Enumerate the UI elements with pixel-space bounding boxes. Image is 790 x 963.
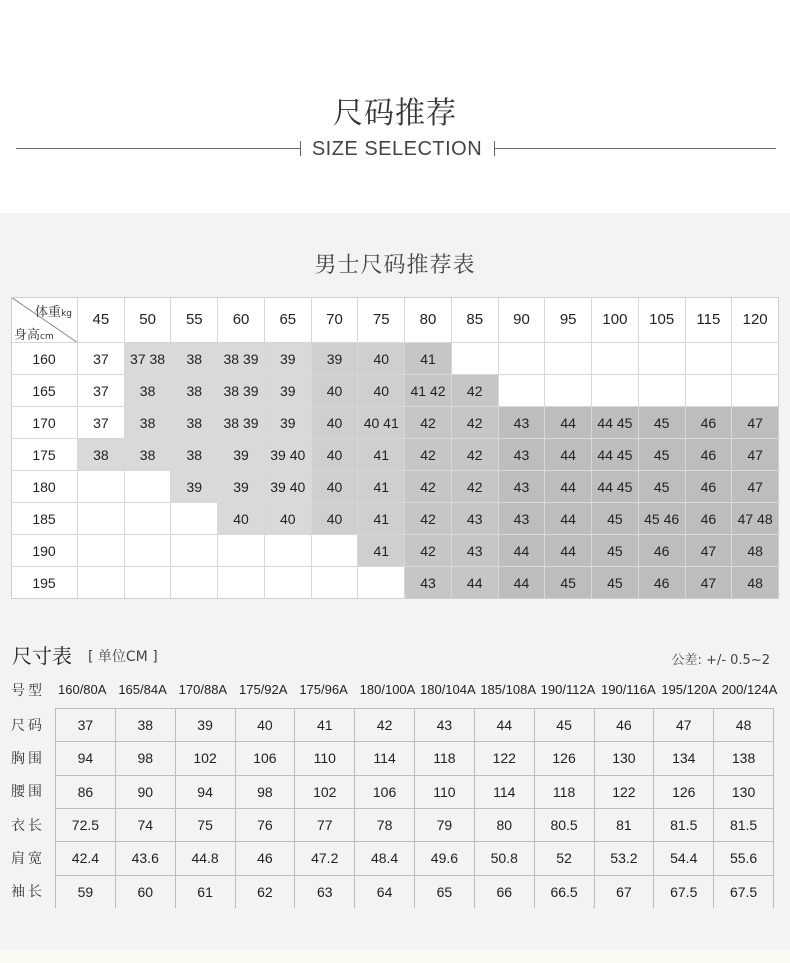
page-subtitle: SIZE SELECTION (311, 138, 483, 160)
weight-header: 120 (732, 297, 779, 343)
size-cell: 81.5 (654, 809, 713, 841)
size-cell: 98 (116, 742, 175, 774)
recommend-cell (218, 535, 265, 567)
recommend-cell: 39 (265, 343, 312, 375)
recommend-cell: 44 (452, 567, 499, 599)
size-cell: 53.2 (595, 842, 654, 874)
recommend-cell: 41 (358, 503, 405, 535)
size-cell: 38 (116, 709, 175, 741)
size-cell: 64 (355, 876, 414, 908)
size-cell: 126 (654, 776, 713, 808)
size-cell: 81.5 (714, 809, 773, 841)
size-cell: 50.8 (475, 842, 534, 874)
size-cell: 77 (295, 809, 354, 841)
recommend-cell: 45 46 (639, 503, 686, 535)
recommend-cell: 38 39 (218, 375, 265, 407)
size-cell: 72.5 (56, 809, 115, 841)
recommend-cell: 42 (405, 503, 452, 535)
recommend-cell: 45 (545, 567, 592, 599)
size-cell: 49.6 (415, 842, 474, 874)
recommend-cell (171, 567, 218, 599)
recommend-cell (125, 567, 172, 599)
recommend-cell: 42 (405, 535, 452, 567)
recommend-cell: 38 (171, 407, 218, 439)
recommend-cell: 40 (265, 503, 312, 535)
size-cell: 75 (176, 809, 235, 841)
recommend-cell: 37 (78, 375, 125, 407)
recommend-cell: 38 (125, 375, 172, 407)
recommend-cell (732, 375, 779, 407)
recommend-cell: 39 (265, 407, 312, 439)
recommend-cell: 46 (639, 567, 686, 599)
height-header: 170 (11, 407, 78, 439)
recommend-cell: 43 (499, 503, 546, 535)
model-label: 175/96A (299, 682, 348, 697)
weight-header: 60 (218, 297, 265, 343)
size-row-label: 肩宽 (11, 850, 45, 867)
recommend-cell: 41 (358, 439, 405, 471)
size-cell: 63 (295, 876, 354, 908)
recommend-cell: 39 (265, 375, 312, 407)
recommend-cell: 38 (171, 375, 218, 407)
recommend-cell: 44 45 (592, 471, 639, 503)
recommend-cell (125, 471, 172, 503)
recommend-cell: 44 (545, 471, 592, 503)
size-cell: 134 (654, 742, 713, 774)
weight-header: 85 (452, 297, 499, 343)
recommend-cell (78, 567, 125, 599)
size-cell: 54.4 (654, 842, 713, 874)
recommend-cell: 37 (78, 407, 125, 439)
recommend-cell: 43 (452, 535, 499, 567)
recommend-cell: 45 (639, 439, 686, 471)
recommend-cell: 40 (218, 503, 265, 535)
size-cell: 55.6 (714, 842, 773, 874)
recommend-cell: 40 (312, 471, 359, 503)
height-header: 190 (11, 535, 78, 567)
size-cell: 126 (535, 742, 594, 774)
size-cell: 79 (415, 809, 474, 841)
recommend-cell: 46 (686, 471, 733, 503)
model-label: 175/92A (239, 682, 288, 697)
weight-header: 90 (499, 297, 546, 343)
recommend-cell (265, 535, 312, 567)
size-cell: 130 (595, 742, 654, 774)
table-col-divider (773, 708, 774, 908)
size-cell: 110 (295, 742, 354, 774)
recommend-cell: 38 (171, 343, 218, 375)
size-cell: 42.4 (56, 842, 115, 874)
recommend-cell (125, 503, 172, 535)
recommend-cell: 41 (405, 343, 452, 375)
size-cell: 118 (535, 776, 594, 808)
size-cell: 106 (355, 776, 414, 808)
recommend-cell: 48 (732, 567, 779, 599)
model-label: 165/84A (118, 682, 167, 697)
recommend-title: 男士尺码推荐表 (314, 253, 476, 278)
recommend-cell (686, 375, 733, 407)
size-cell: 94 (176, 776, 235, 808)
recommend-cell (639, 343, 686, 375)
recommend-cell: 40 (358, 375, 405, 407)
size-cell: 59 (56, 876, 115, 908)
recommend-cell (312, 567, 359, 599)
model-label: 180/104A (420, 682, 476, 697)
divider-left (16, 148, 300, 149)
size-row-label: 尺码 (11, 717, 45, 734)
height-header: 185 (11, 503, 78, 535)
recommend-cell (78, 535, 125, 567)
recommend-cell: 46 (686, 407, 733, 439)
size-cell: 45 (535, 709, 594, 741)
recommend-cell: 42 (452, 439, 499, 471)
size-cell: 98 (236, 776, 295, 808)
size-cell: 66 (475, 876, 534, 908)
size-row-label: 衣长 (11, 817, 45, 834)
model-label: 195/120A (661, 682, 717, 697)
weight-header: 75 (358, 297, 405, 343)
recommend-cell: 39 (218, 471, 265, 503)
model-label: 160/80A (58, 682, 107, 697)
size-cell: 48 (714, 709, 773, 741)
recommend-cell (78, 503, 125, 535)
recommend-cell: 47 (686, 535, 733, 567)
size-cell: 102 (176, 742, 235, 774)
recommend-cell: 47 (732, 407, 779, 439)
size-table (11, 708, 773, 908)
size-cell: 110 (415, 776, 474, 808)
recommend-cell (312, 535, 359, 567)
recommend-cell: 44 (499, 535, 546, 567)
size-cell: 122 (475, 742, 534, 774)
size-cell: 106 (236, 742, 295, 774)
size-cell: 41 (295, 709, 354, 741)
header (0, 0, 790, 213)
recommend-cell: 45 (592, 503, 639, 535)
size-cell: 130 (714, 776, 773, 808)
recommend-cell: 42 (405, 439, 452, 471)
recommend-cell: 37 (78, 343, 125, 375)
recommend-cell: 40 (358, 343, 405, 375)
height-header: 175 (11, 439, 78, 471)
height-axis-label: 身高cm (14, 328, 54, 343)
model-label: 200/124A (721, 682, 778, 697)
size-cell: 81 (595, 809, 654, 841)
recommend-cell: 43 (452, 503, 499, 535)
size-cell: 122 (595, 776, 654, 808)
size-cell: 47.2 (295, 842, 354, 874)
recommend-cell: 38 (125, 439, 172, 471)
recommend-cell: 39 40 (265, 439, 312, 471)
recommend-cell: 41 42 (405, 375, 452, 407)
size-cell: 138 (714, 742, 773, 774)
recommend-cell: 40 (312, 407, 359, 439)
size-cell: 61 (176, 876, 235, 908)
recommend-cell (499, 375, 546, 407)
recommend-cell: 39 40 (265, 471, 312, 503)
size-cell: 60 (116, 876, 175, 908)
recommend-cell (592, 375, 639, 407)
recommend-cell: 46 (639, 535, 686, 567)
recommend-cell: 40 (312, 503, 359, 535)
size-cell: 37 (56, 709, 115, 741)
height-header: 165 (11, 375, 78, 407)
size-cell: 39 (176, 709, 235, 741)
size-cell: 67.5 (654, 876, 713, 908)
height-header: 195 (11, 567, 78, 599)
size-cell: 94 (56, 742, 115, 774)
footer-strip (0, 950, 790, 963)
size-cell: 80.5 (535, 809, 594, 841)
recommend-cell: 39 (312, 343, 359, 375)
weight-header: 45 (78, 297, 125, 343)
model-label: 190/116A (601, 682, 656, 697)
size-cell: 78 (355, 809, 414, 841)
recommend-cell (639, 375, 686, 407)
size-cell: 42 (355, 709, 414, 741)
recommend-cell (218, 567, 265, 599)
recommend-cell: 48 (732, 535, 779, 567)
model-label: 190/112A (540, 682, 596, 697)
recommend-cell: 44 (545, 535, 592, 567)
recommend-cell (125, 535, 172, 567)
recommend-cell: 38 39 (218, 343, 265, 375)
recommend-cell (452, 343, 499, 375)
recommend-cell: 41 (358, 471, 405, 503)
size-row-label: 胸围 (11, 750, 45, 767)
recommend-cell: 47 48 (732, 503, 779, 535)
recommend-cell: 42 (452, 471, 499, 503)
size-cell: 114 (355, 742, 414, 774)
recommend-cell: 43 (499, 407, 546, 439)
recommend-cell: 43 (499, 439, 546, 471)
recommend-cell: 43 (499, 471, 546, 503)
size-cell: 47 (654, 709, 713, 741)
size-cell: 86 (56, 776, 115, 808)
model-label: 170/88A (178, 682, 228, 697)
recommend-cell: 45 (639, 471, 686, 503)
model-label: 185/108A (480, 682, 536, 697)
recommend-cell (265, 567, 312, 599)
recommend-cell: 37 38 (125, 343, 172, 375)
weight-axis-label: 体重kg (35, 305, 72, 320)
weight-header: 65 (265, 297, 312, 343)
size-cell: 65 (415, 876, 474, 908)
recommend-cell: 46 (686, 503, 733, 535)
recommend-cell: 45 (592, 535, 639, 567)
recommend-cell (171, 535, 218, 567)
recommend-cell: 42 (452, 407, 499, 439)
size-cell: 44.8 (176, 842, 235, 874)
recommend-cell: 39 (171, 471, 218, 503)
recommend-cell (732, 343, 779, 375)
weight-header: 95 (545, 297, 592, 343)
size-cell: 44 (475, 709, 534, 741)
size-table-unit: [ 单位CM ] (88, 649, 158, 665)
size-cell: 46 (236, 842, 295, 874)
size-cell: 43 (415, 709, 474, 741)
weight-header: 80 (405, 297, 452, 343)
recommend-cell: 47 (732, 471, 779, 503)
page-title: 尺码推荐 (333, 96, 457, 131)
size-row-label: 腰围 (11, 784, 45, 801)
recommend-cell: 38 (171, 439, 218, 471)
recommend-cell: 43 (405, 567, 452, 599)
size-cell: 66.5 (535, 876, 594, 908)
recommend-cell: 40 (312, 375, 359, 407)
recommend-cell: 44 45 (592, 439, 639, 471)
size-cell: 76 (236, 809, 295, 841)
size-cell: 46 (595, 709, 654, 741)
size-cell: 102 (295, 776, 354, 808)
size-cell: 80 (475, 809, 534, 841)
recommend-cell: 38 39 (218, 407, 265, 439)
recommend-cell: 44 (545, 439, 592, 471)
size-table-tolerance: 公差: +/- 0.5~2 (671, 653, 770, 668)
recommend-cell: 44 45 (592, 407, 639, 439)
recommend-cell: 39 (218, 439, 265, 471)
size-cell: 43.6 (116, 842, 175, 874)
recommend-cell (171, 503, 218, 535)
size-cell: 48.4 (355, 842, 414, 874)
size-cell: 114 (475, 776, 534, 808)
weight-header: 70 (312, 297, 359, 343)
recommend-cell: 40 41 (358, 407, 405, 439)
weight-header: 55 (171, 297, 218, 343)
height-header: 180 (11, 471, 78, 503)
size-cell: 67.5 (714, 876, 773, 908)
weight-header: 115 (686, 297, 733, 343)
recommend-cell: 45 (639, 407, 686, 439)
weight-header: 100 (592, 297, 639, 343)
grid-corner-header (11, 297, 78, 343)
size-cell: 118 (415, 742, 474, 774)
recommend-cell: 47 (732, 439, 779, 471)
recommend-cell (545, 375, 592, 407)
recommend-cell: 38 (78, 439, 125, 471)
size-cell: 67 (595, 876, 654, 908)
recommend-cell: 47 (686, 567, 733, 599)
recommend-cell (545, 343, 592, 375)
size-cell: 52 (535, 842, 594, 874)
recommend-cell: 44 (545, 407, 592, 439)
size-row-label: 袖长 (11, 884, 45, 901)
recommend-cell: 38 (125, 407, 172, 439)
recommend-cell: 42 (405, 471, 452, 503)
size-table-title: 尺寸表 (12, 644, 72, 668)
recommend-cell: 46 (686, 439, 733, 471)
recommend-cell: 45 (592, 567, 639, 599)
size-cell: 62 (236, 876, 295, 908)
size-cell: 40 (236, 709, 295, 741)
recommend-cell (358, 567, 405, 599)
recommend-cell (686, 343, 733, 375)
weight-header: 50 (125, 297, 172, 343)
model-row (11, 680, 781, 700)
recommend-cell: 40 (312, 439, 359, 471)
recommend-cell (78, 471, 125, 503)
divider-right (494, 148, 776, 149)
height-header: 160 (11, 343, 78, 375)
model-row-label: 号型 (11, 683, 45, 699)
weight-header: 105 (639, 297, 686, 343)
recommend-cell: 41 (358, 535, 405, 567)
recommend-cell: 44 (499, 567, 546, 599)
recommend-cell: 42 (452, 375, 499, 407)
size-cell: 90 (116, 776, 175, 808)
size-recommendation-grid (11, 297, 779, 599)
recommend-cell (592, 343, 639, 375)
size-cell: 74 (116, 809, 175, 841)
recommend-cell: 42 (405, 407, 452, 439)
recommend-cell: 44 (545, 503, 592, 535)
recommend-cell (499, 343, 546, 375)
model-label: 180/100A (359, 682, 416, 697)
